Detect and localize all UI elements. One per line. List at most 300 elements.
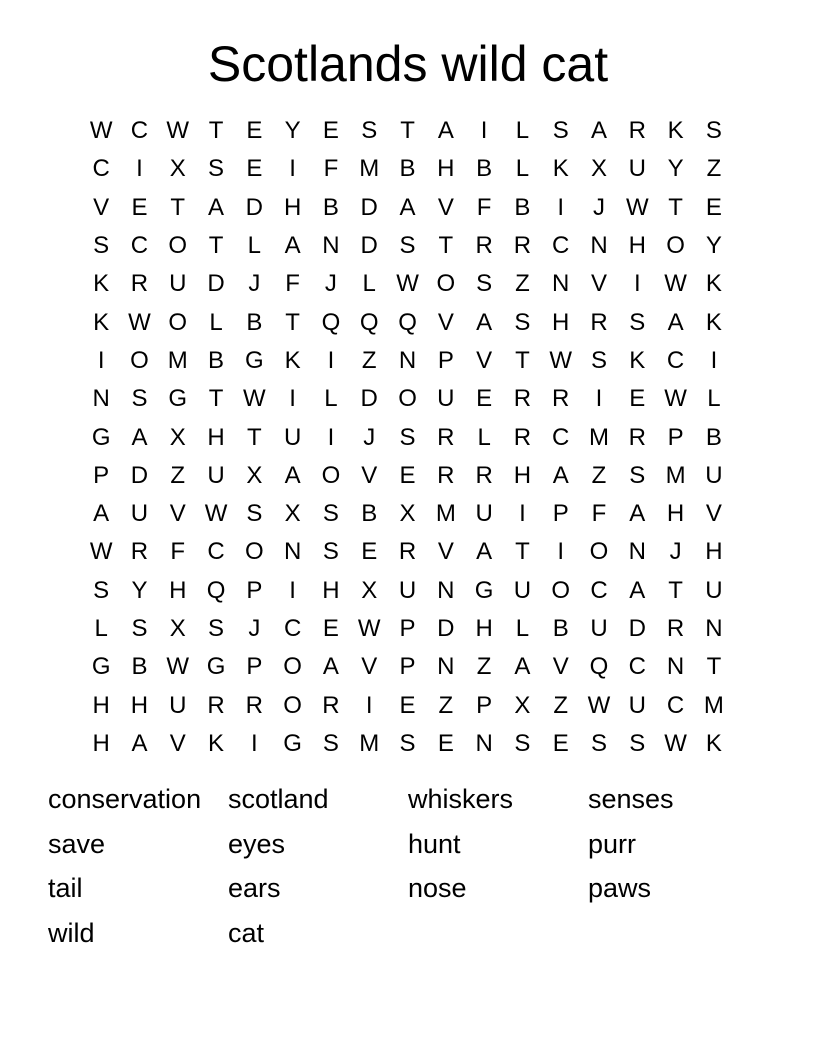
grid-letter: N	[705, 615, 723, 642]
grid-letter: D	[437, 615, 455, 642]
grid-letter: O	[130, 346, 149, 374]
grid-letter: B	[361, 500, 378, 528]
grid-letter: F	[591, 500, 607, 528]
grid-letter: O	[551, 576, 571, 604]
grid-letter: Z	[515, 270, 530, 298]
grid-letter: S	[705, 117, 722, 145]
grid-letter: R	[513, 385, 532, 413]
grid-letter: O	[436, 270, 456, 298]
word-bank-item: tail	[48, 873, 83, 904]
grid-letter: R	[628, 117, 646, 145]
grid-letter: P	[667, 423, 684, 451]
grid-letter: S	[131, 385, 148, 413]
grid-letter: A	[131, 423, 148, 451]
grid-letter: P	[552, 500, 569, 528]
grid-letter: I	[289, 576, 296, 604]
grid-letter: W	[357, 615, 381, 642]
grid-letter: R	[437, 423, 455, 451]
grid-letter: S	[591, 729, 608, 757]
grid-letter: S	[629, 461, 646, 489]
grid-letter: O	[589, 538, 609, 566]
grid-letter: W	[587, 691, 611, 719]
grid-letter: Z	[476, 653, 492, 681]
grid-letter: V	[169, 500, 186, 528]
grid-letter: N	[475, 729, 493, 757]
grid-letter: S	[208, 615, 225, 642]
grid-letter: E	[322, 117, 339, 145]
grid-letter: U	[705, 461, 723, 489]
grid-letter: V	[591, 270, 608, 298]
grid-letter: S	[131, 615, 148, 642]
grid-letter: H	[475, 615, 493, 642]
grid-letter: Y	[131, 576, 148, 604]
grid-letter: I	[136, 155, 143, 183]
grid-letter: T	[170, 193, 186, 221]
grid-letter: W	[664, 385, 687, 413]
grid-letter: A	[93, 500, 110, 528]
grid-letter: R	[513, 232, 532, 260]
grid-letter: R	[628, 423, 646, 451]
grid-letter: U	[628, 691, 646, 719]
grid-letter: E	[437, 729, 454, 757]
grid-letter: E	[552, 729, 569, 757]
grid-letter: M	[359, 729, 380, 757]
grid-letter: M	[665, 461, 686, 489]
grid-letter: C	[130, 117, 149, 145]
grid-letter: B	[246, 308, 263, 336]
grid-letter: B	[399, 155, 416, 183]
grid-letter: I	[97, 346, 105, 374]
grid-letter: W	[166, 653, 190, 681]
grid-letter: U	[628, 155, 646, 183]
grid-letter: Z	[438, 691, 454, 719]
grid-letter: A	[667, 308, 684, 336]
grid-letter: W	[166, 117, 190, 145]
grid-letter: T	[285, 308, 300, 336]
grid-letter: G	[91, 653, 111, 681]
grid-letter: O	[168, 232, 188, 260]
grid-letter: F	[170, 538, 186, 566]
grid-letter: T	[208, 117, 224, 145]
grid-letter: G	[91, 423, 111, 451]
grid-letter: Z	[553, 691, 569, 719]
grid-letter: K	[552, 155, 569, 183]
grid-letter: K	[705, 729, 722, 757]
grid-letter: U	[283, 423, 302, 451]
grid-letter: C	[283, 615, 302, 642]
grid-letter: R	[552, 385, 570, 413]
grid-letter: V	[437, 193, 454, 221]
grid-letter: V	[437, 308, 454, 336]
grid-letter: K	[629, 346, 646, 374]
grid-letter: L	[94, 615, 108, 642]
grid-letter: I	[633, 270, 641, 298]
grid-letter: L	[209, 308, 223, 336]
grid-letter: E	[399, 691, 416, 719]
word-bank-item: scotland	[228, 784, 329, 814]
grid-letter: I	[557, 193, 565, 221]
grid-letter: J	[593, 193, 605, 221]
grid-letter: V	[437, 538, 454, 566]
grid-letter: W	[549, 346, 573, 374]
word-bank-item: senses	[588, 784, 674, 814]
grid-letter: W	[204, 500, 228, 528]
grid-letter: W	[664, 270, 687, 298]
grid-letter: X	[169, 155, 186, 183]
grid-letter: T	[668, 576, 683, 604]
grid-letter: S	[93, 232, 110, 260]
grid-letter: L	[515, 615, 530, 642]
grid-letter: D	[360, 385, 378, 413]
grid-letter: U	[169, 691, 187, 719]
grid-letter: N	[437, 653, 455, 681]
grid-letter: K	[705, 308, 722, 336]
grid-letter: G	[245, 346, 264, 374]
grid-letter: W	[128, 308, 151, 336]
grid-letter: E	[361, 538, 378, 566]
grid-letter: H	[705, 538, 723, 566]
grid-letter: A	[552, 461, 569, 489]
grid-letter: S	[322, 500, 339, 528]
grid-letter: P	[399, 615, 416, 642]
grid-letter: I	[289, 385, 296, 413]
grid-letter: T	[706, 653, 722, 681]
grid-letter: H	[513, 461, 532, 489]
grid-letter: C	[666, 346, 685, 374]
grid-letter: E	[246, 117, 263, 145]
grid-letter: J	[248, 615, 261, 642]
grid-letter: V	[705, 500, 722, 528]
grid-letter: O	[398, 385, 417, 413]
grid-letter: H	[322, 576, 340, 604]
grid-letter: E	[476, 385, 493, 413]
grid-letter: N	[283, 538, 302, 566]
grid-letter: S	[246, 500, 263, 528]
grid-letter: C	[552, 232, 570, 260]
grid-letter: C	[590, 576, 608, 604]
grid-letter: R	[207, 691, 225, 719]
word-bank-item: save	[48, 828, 106, 859]
grid-letter: I	[327, 423, 335, 451]
grid-letter: C	[92, 155, 110, 183]
grid-letter: S	[629, 308, 646, 336]
grid-letter: R	[437, 461, 455, 489]
grid-letter: R	[513, 423, 532, 451]
grid-letter: E	[705, 193, 722, 221]
grid-letter: V	[93, 193, 110, 221]
grid-letter: P	[246, 653, 263, 681]
word-bank-item: ears	[228, 873, 281, 904]
grid-letter: H	[437, 155, 455, 183]
grid-letter: I	[519, 500, 526, 528]
grid-letter: X	[514, 691, 531, 719]
grid-letter: E	[322, 615, 339, 642]
grid-letter: V	[476, 346, 493, 374]
grid-letter: M	[589, 423, 609, 451]
grid-letter: A	[284, 232, 301, 260]
grid-letter: O	[283, 691, 302, 719]
grid-letter: X	[284, 500, 301, 528]
grid-letter: Y	[667, 155, 684, 183]
grid-letter: B	[208, 346, 225, 374]
grid-letter: C	[207, 538, 225, 566]
grid-letter: H	[628, 232, 646, 260]
grid-letter: T	[208, 232, 224, 260]
grid-letter: S	[629, 729, 646, 757]
grid-letter: T	[400, 117, 415, 145]
grid-letter: W	[664, 729, 687, 757]
grid-letter: O	[245, 538, 264, 566]
grid-letter: K	[93, 270, 110, 298]
grid-letter: R	[666, 615, 685, 642]
grid-letter: X	[591, 155, 608, 183]
grid-letter: N	[322, 232, 340, 260]
grid-letter: A	[322, 653, 339, 681]
grid-letter: N	[666, 653, 685, 681]
grid-letter: G	[168, 385, 188, 413]
grid-letter: L	[707, 385, 721, 413]
grid-letter: S	[514, 729, 531, 757]
grid-letter: K	[284, 346, 301, 374]
grid-letter: Y	[284, 117, 301, 145]
grid-letter: Z	[591, 461, 607, 489]
grid-letter: I	[710, 346, 718, 374]
grid-letter: S	[552, 117, 569, 145]
grid-letter: J	[248, 270, 261, 298]
grid-letter: V	[361, 461, 378, 489]
grid-letter: R	[398, 538, 417, 566]
grid-letter: N	[590, 232, 608, 260]
grid-letter: A	[399, 193, 416, 221]
word-bank-item: conservation	[48, 784, 202, 814]
grid-letter: S	[322, 729, 339, 757]
grid-letter: N	[552, 270, 570, 298]
grid-letter: M	[435, 500, 456, 528]
word-bank-item: nose	[408, 873, 467, 904]
grid-letter: O	[321, 461, 341, 489]
grid-letter: P	[437, 346, 454, 374]
grid-letter: A	[629, 576, 646, 604]
grid-letter: T	[515, 538, 530, 566]
grid-letter: W	[243, 385, 266, 413]
grid-letter: T	[668, 193, 683, 221]
grid-letter: R	[475, 232, 493, 260]
grid-letter: U	[705, 576, 723, 604]
grid-letter: O	[168, 308, 188, 336]
grid-letter: R	[130, 538, 149, 566]
grid-letter: G	[206, 653, 226, 681]
grid-letter: G	[283, 729, 302, 757]
grid-letter: U	[590, 615, 608, 642]
grid-letter: R	[322, 691, 340, 719]
grid-letter: S	[208, 155, 225, 183]
grid-letter: C	[628, 653, 646, 681]
grid-letter: M	[167, 346, 188, 374]
grid-letter: H	[666, 500, 685, 528]
grid-letter: B	[322, 193, 339, 221]
grid-letter: S	[514, 308, 531, 336]
grid-letter: F	[285, 270, 300, 298]
grid-letter: X	[169, 423, 186, 451]
grid-letter: D	[628, 615, 646, 642]
grid-letter: Q	[321, 308, 341, 336]
grid-letter: I	[365, 691, 373, 719]
grid-letter: O	[666, 232, 685, 260]
grid-letter: P	[399, 653, 416, 681]
grid-letter: X	[246, 461, 263, 489]
word-bank-item: purr	[588, 828, 637, 859]
grid-letter: Q	[359, 308, 379, 336]
grid-letter: T	[438, 232, 454, 260]
grid-letter: J	[324, 270, 337, 298]
grid-letter: F	[323, 155, 339, 183]
grid-letter: B	[131, 653, 148, 681]
grid-letter: H	[552, 308, 570, 336]
grid-letter: A	[476, 538, 493, 566]
grid-letter: E	[399, 461, 416, 489]
grid-letter: B	[552, 615, 569, 642]
word-bank	[48, 780, 768, 959]
grid-letter: V	[169, 729, 186, 757]
grid-letter: P	[246, 576, 263, 604]
grid-letter: A	[591, 117, 608, 145]
grid-letter: U	[513, 576, 532, 604]
grid-letter: A	[514, 653, 531, 681]
grid-letter: W	[396, 270, 419, 298]
grid-letter: U	[207, 461, 225, 489]
grid-letter: H	[283, 193, 302, 221]
grid-letter: R	[590, 308, 608, 336]
grid-letter: D	[245, 193, 263, 221]
grid-letter: Y	[705, 232, 722, 260]
grid-letter: S	[361, 117, 378, 145]
grid-letter: N	[628, 538, 646, 566]
grid-letter: I	[595, 385, 603, 413]
grid-letter: A	[476, 308, 493, 336]
grid-letter: U	[475, 500, 493, 528]
grid-letter: I	[251, 729, 258, 757]
grid-letter: E	[131, 193, 148, 221]
grid-letter: O	[283, 653, 302, 681]
grid-letter: W	[89, 117, 113, 145]
grid-letter: R	[245, 691, 263, 719]
grid-letter: T	[247, 423, 262, 451]
grid-letter: D	[130, 461, 149, 489]
grid-letter: L	[515, 155, 530, 183]
grid-letter: V	[361, 653, 378, 681]
grid-letter: G	[474, 576, 494, 604]
grid-letter: L	[362, 270, 376, 298]
word-bank-item: eyes	[228, 828, 286, 859]
grid-letter: A	[437, 117, 454, 145]
grid-letter: S	[399, 232, 416, 260]
grid-letter: H	[207, 423, 225, 451]
grid-letter: L	[515, 117, 530, 145]
grid-letter: Q	[206, 576, 226, 604]
grid-letter: L	[247, 232, 262, 260]
puzzle-title: Scotlands wild cat	[207, 36, 609, 92]
grid-letter: T	[208, 385, 224, 413]
grid-letter: X	[361, 576, 378, 604]
grid-letter: F	[476, 193, 492, 221]
grid-letter: A	[208, 193, 225, 221]
grid-letter: Z	[706, 155, 722, 183]
word-bank-item: hunt	[408, 828, 461, 859]
grid-letter: Q	[398, 308, 417, 336]
grid-letter: I	[289, 155, 296, 183]
grid-letter: R	[475, 461, 493, 489]
grid-letter: V	[552, 653, 569, 681]
grid-letter: S	[476, 270, 493, 298]
grid-letter: N	[398, 346, 417, 374]
grid-letter: U	[437, 385, 455, 413]
grid-letter: S	[322, 538, 339, 566]
grid-letter: M	[359, 155, 380, 183]
grid-letter: N	[92, 385, 110, 413]
grid-letter: A	[284, 461, 301, 489]
word-bank-item: cat	[228, 918, 265, 949]
grid-letter: P	[476, 691, 493, 719]
grid-letter: P	[93, 461, 110, 489]
grid-letter: H	[130, 691, 149, 719]
word-bank-item: paws	[588, 873, 652, 904]
grid-letter: D	[207, 270, 225, 298]
grid-letter: I	[480, 117, 488, 145]
grid-letter: X	[399, 500, 416, 528]
word-bank-item: wild	[48, 918, 95, 949]
grid-letter: H	[169, 576, 187, 604]
grid-letter: C	[552, 423, 570, 451]
grid-letter: C	[666, 691, 685, 719]
grid-letter: W	[89, 538, 113, 566]
grid-letter: D	[360, 193, 378, 221]
grid-letter: S	[399, 423, 416, 451]
word-bank-item: whiskers	[408, 784, 514, 814]
grid-letter: H	[92, 691, 110, 719]
grid-letter: K	[705, 270, 722, 298]
grid-letter: A	[131, 729, 148, 757]
grid-letter: N	[437, 576, 455, 604]
grid-letter: L	[477, 423, 491, 451]
grid-letter: K	[667, 117, 684, 145]
grid-letter: J	[669, 538, 682, 566]
grid-letter: M	[703, 691, 724, 719]
grid-letter: U	[398, 576, 417, 604]
grid-letter: L	[324, 385, 338, 413]
grid-letter: Z	[170, 461, 186, 489]
grid-letter: B	[705, 423, 722, 451]
grid-letter: S	[591, 346, 608, 374]
grid-letter: E	[629, 385, 646, 413]
grid-letter: Z	[361, 346, 377, 374]
grid-letter: I	[327, 346, 335, 374]
grid-letter: E	[246, 155, 263, 183]
grid-letter: W	[625, 193, 649, 221]
grid-letter: S	[399, 729, 416, 757]
grid-letter: U	[169, 270, 187, 298]
grid-letter: K	[208, 729, 225, 757]
grid-letter: I	[557, 538, 565, 566]
grid-letter: B	[514, 193, 531, 221]
grid-letter: C	[130, 232, 149, 260]
grid-letter: D	[360, 232, 378, 260]
letter-grid	[82, 112, 733, 763]
grid-letter: K	[93, 308, 110, 336]
grid-letter: Q	[589, 653, 609, 681]
grid-letter: B	[476, 155, 493, 183]
grid-letter: R	[130, 270, 149, 298]
grid-letter: T	[515, 346, 530, 374]
